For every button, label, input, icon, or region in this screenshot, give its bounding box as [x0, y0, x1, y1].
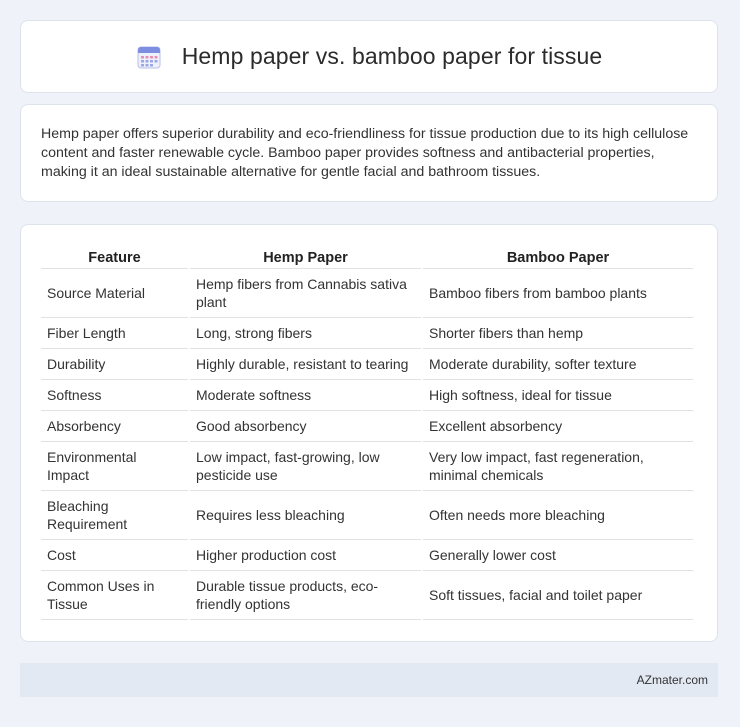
table-row [41, 349, 693, 380]
feature-cell: Environmental Impact [41, 442, 188, 491]
intro-text: Hemp paper offers superior durability and eco-friendliness for tissue production due to its high cellulose content and faster renewable cycle. Bamboo paper provides softness and antibacterial properties, making it an ideal sustainable alternative for gentle facial and bathroom tissues. [41, 126, 689, 180]
table-row [41, 442, 693, 491]
title-card [20, 20, 718, 93]
bamboo-cell: Generally lower cost [423, 540, 693, 571]
header-bamboo: Bamboo Paper [423, 243, 693, 269]
hemp-cell: Highly durable, resistant to tearing [190, 349, 421, 380]
comparison-table [39, 243, 695, 620]
feature-cell: Durability [41, 349, 188, 380]
bamboo-cell: Soft tissues, facial and toilet paper [423, 571, 693, 620]
hemp-cell: Good absorbency [190, 411, 421, 442]
bamboo-cell: Excellent absorbency [423, 411, 693, 442]
bamboo-cell: Moderate durability, softer texture [423, 349, 693, 380]
hemp-cell: Moderate softness [190, 380, 421, 411]
table-row [41, 318, 693, 349]
bamboo-cell: Often needs more bleaching [423, 491, 693, 540]
feature-cell: Bleaching Requirement [41, 491, 188, 540]
bamboo-cell: Very low impact, fast regeneration, minimal chemicals [423, 442, 693, 491]
table-row [41, 571, 693, 620]
feature-cell: Softness [41, 380, 188, 411]
table-row [41, 380, 693, 411]
bamboo-cell: Bamboo fibers from bamboo plants [423, 269, 693, 318]
footer [20, 663, 718, 697]
feature-cell: Absorbency [41, 411, 188, 442]
feature-cell: Common Uses in Tissue [41, 571, 188, 620]
hemp-cell: Requires less bleaching [190, 491, 421, 540]
table-header-row [41, 243, 693, 269]
bamboo-cell: Shorter fibers than hemp [423, 318, 693, 349]
table-row [41, 411, 693, 442]
comparison-card [20, 224, 718, 642]
hemp-cell: Higher production cost [190, 540, 421, 571]
page-title: Hemp paper vs. bamboo paper for tissue [181, 43, 603, 69]
header-hemp: Hemp Paper [190, 243, 421, 269]
hemp-cell: Long, strong fibers [190, 318, 421, 349]
calendar-icon [136, 44, 162, 70]
hemp-cell: Hemp fibers from Cannabis sativa plant [190, 269, 421, 318]
hemp-cell: Durable tissue products, eco-friendly options [190, 571, 421, 620]
hemp-cell: Low impact, fast-growing, low pesticide use [190, 442, 421, 491]
table-row [41, 491, 693, 540]
feature-cell: Fiber Length [41, 318, 188, 349]
table-row [41, 540, 693, 571]
header-feature: Feature [41, 243, 188, 269]
feature-cell: Source Material [41, 269, 188, 318]
intro-card [20, 104, 718, 202]
footer-brand: AZmater.com [636, 673, 708, 687]
table-row [41, 269, 693, 318]
feature-cell: Cost [41, 540, 188, 571]
bamboo-cell: High softness, ideal for tissue [423, 380, 693, 411]
